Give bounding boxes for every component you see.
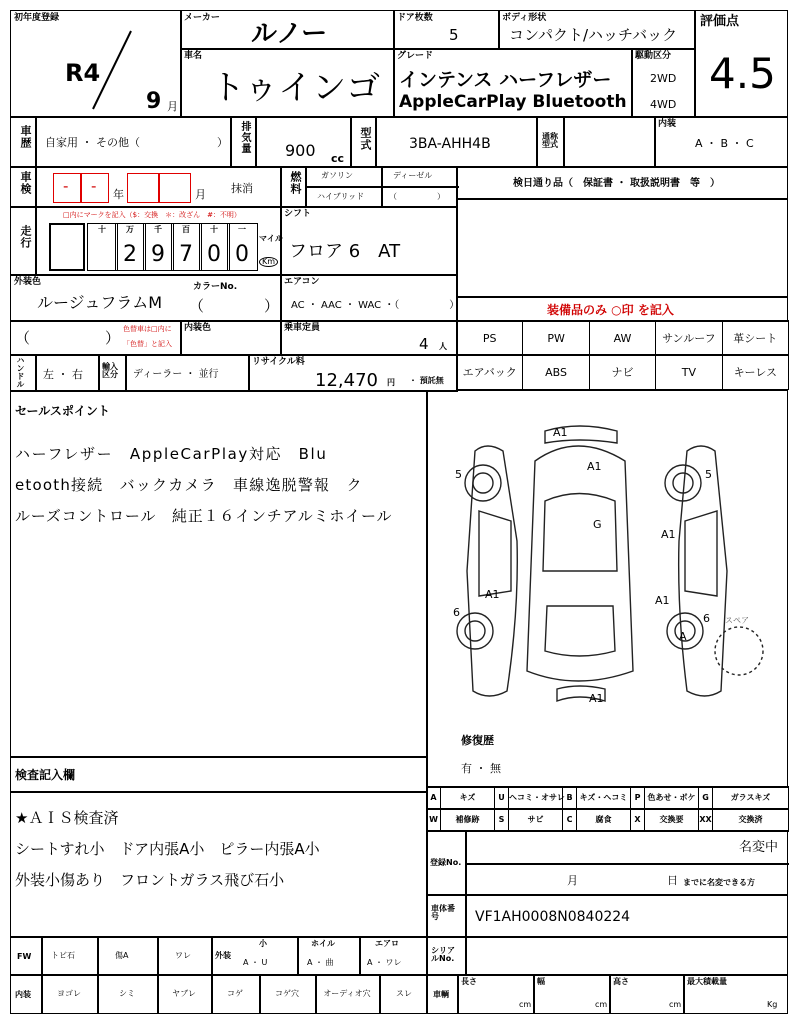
- dims-height: 高さ: [613, 977, 629, 986]
- repair-label: 修復歴: [461, 734, 494, 747]
- first-reg-month: 9: [146, 89, 162, 114]
- mileage-unit-label: 千: [154, 225, 162, 234]
- damage-mark-right-rear: A1: [655, 594, 670, 607]
- equipment-label: サンルーフ: [662, 332, 716, 345]
- damage-mark-left-door: A1: [485, 588, 500, 601]
- model-value: トゥインゴ: [211, 68, 381, 108]
- repair-value: 有 ・ 無: [461, 762, 501, 775]
- inspection-month-box-1: [127, 173, 159, 203]
- body-type-cell: [498, 10, 696, 50]
- shift-cell: [280, 206, 458, 276]
- documents-label: 検日通り品（ 保証書 ・ 取扱説明書 等 ）: [513, 178, 720, 189]
- inspection-notes-cell: [10, 756, 428, 938]
- mileage-unit-label: 万: [126, 225, 134, 234]
- legend-desc-text: 補修跡: [455, 815, 480, 824]
- common-type-cell: [536, 116, 656, 168]
- equipment-label: 革シート: [733, 332, 778, 345]
- tread-rear-left: 6: [453, 606, 460, 619]
- legend-desc-text: キズ・ヘコミ: [579, 793, 628, 802]
- legend-desc: [712, 786, 789, 810]
- equipment-label: キーレス: [733, 366, 778, 379]
- legend-desc-text: 色あせ・ボケ: [647, 793, 696, 802]
- doors-value: 5: [449, 26, 459, 44]
- legend-code-text: W: [429, 815, 438, 824]
- legend-desc-text: サビ: [527, 815, 544, 824]
- handle-cell: [10, 354, 100, 392]
- dims-length: 長さ: [461, 977, 477, 986]
- mileage-digit: 7: [179, 242, 193, 267]
- aircon-label: エアコン: [284, 277, 320, 287]
- legend-code-text: G: [702, 793, 709, 802]
- fw-row: [10, 936, 428, 976]
- legend-code: [698, 786, 713, 810]
- int-color-label: 内装色: [184, 323, 212, 333]
- mileage-unit-label: 十: [210, 225, 218, 234]
- serial-cell: [426, 936, 788, 976]
- registration-day: 日: [667, 874, 678, 887]
- equipment-label: エアバック: [462, 366, 517, 379]
- legend-desc: [644, 808, 699, 832]
- handle-value: 左 ・ 右: [43, 368, 83, 381]
- fw-item-2: 傷A: [115, 951, 129, 960]
- interior-item: ヤブレ: [172, 989, 196, 998]
- color-change-note-1: 色替車は□内に: [123, 325, 172, 333]
- model-code-value: 3BA-AHH4B: [409, 136, 491, 152]
- maker-value: ルノー: [251, 19, 328, 49]
- mileage-cell: [10, 206, 282, 276]
- legend-code: [426, 808, 441, 832]
- legend-desc-text: ガラスキズ: [730, 793, 771, 802]
- inspection-year-unit: 年: [113, 188, 124, 201]
- inspection-dash-2: -: [91, 177, 97, 195]
- mileage-digit: 0: [207, 242, 221, 267]
- drive-2wd: 2WD: [650, 72, 677, 85]
- legend-code-text: A: [430, 793, 437, 802]
- inspection-month-unit: 月: [195, 188, 206, 201]
- shift-value: フロア 6 AT: [289, 241, 401, 262]
- equipment-label: PS: [482, 332, 497, 345]
- dims-cell: [426, 974, 788, 1014]
- sales-points-line-2: etooth接続 バックカメラ 車線逸脱警報 ク: [15, 476, 363, 494]
- vin-value: VF1AH0008N0840224: [475, 909, 631, 925]
- grade-cell: [393, 48, 633, 118]
- doors-label: ドア枚数: [397, 13, 433, 23]
- ext-small: 小: [259, 939, 267, 948]
- shift-label: シフト: [284, 209, 312, 219]
- inspection-month-box-2: [159, 173, 191, 203]
- ext-color-label: 外装色: [14, 277, 42, 287]
- mileage-digit-box: [227, 223, 258, 271]
- fw-label: FW: [17, 952, 32, 961]
- legend-desc: [644, 786, 699, 810]
- capacity-label: 乗車定員: [284, 323, 321, 333]
- mileage-unit-label: 百: [182, 225, 190, 234]
- legend-code: [698, 808, 713, 832]
- body-type-value: コンパクト/ハッチバック: [509, 26, 678, 44]
- legend-desc: [576, 786, 631, 810]
- body-type-label: ボディ形状: [502, 13, 547, 23]
- legend-code: [630, 808, 645, 832]
- legend-code: [494, 786, 509, 810]
- damage-mark-rear-bumper: A1: [589, 692, 604, 705]
- inspection-label: 車検: [19, 171, 32, 195]
- inspection-notes-label: 検査記入欄: [15, 768, 76, 782]
- legend-desc: [576, 808, 631, 832]
- fuel-cell: [280, 166, 458, 208]
- equip-header: 装備品のみ ○印 を記入: [547, 303, 674, 317]
- common-type-label: 通称型式: [542, 132, 558, 149]
- dims-width-unit: cm: [595, 1000, 608, 1009]
- legend-code: [562, 786, 577, 810]
- maker-label: メーカー: [184, 13, 220, 23]
- legend-code: [630, 786, 645, 810]
- equip-header-cell: [456, 296, 788, 322]
- capacity-cell: [280, 320, 458, 356]
- ext-color-cell: [10, 274, 282, 322]
- mileage-digit-box: [115, 223, 146, 271]
- import-label: 輸入区分: [102, 362, 118, 379]
- mileage-digit-box: [199, 223, 230, 271]
- grade-label: グレード: [397, 51, 434, 61]
- legend-code-text: C: [566, 815, 573, 824]
- legend-code-text: P: [634, 793, 641, 802]
- handle-label: ハンドル: [16, 356, 25, 388]
- interior-item: コゲ: [227, 989, 243, 998]
- history-cell: [10, 116, 232, 168]
- sales-points-line-1: ハーフレザー AppleCarPlay対応 Blu: [15, 445, 328, 463]
- tread-front-right: 5: [705, 468, 712, 481]
- import-value: ディーラー ・ 並行: [133, 369, 219, 380]
- dims-height-unit: cm: [669, 1000, 682, 1009]
- equipment-label: ABS: [545, 366, 568, 379]
- color-no-value: （ ）: [189, 297, 280, 315]
- equipment-item: [589, 354, 656, 390]
- aero-label: エアロ: [375, 939, 399, 948]
- damage-mark-right-wheel: A: [679, 630, 687, 643]
- interior-item: シミ: [119, 989, 135, 998]
- sales-points-line-3: ルーズコントロール 純正１６インチアルミホイール: [15, 507, 393, 525]
- fuel-label: 燃料: [289, 171, 302, 195]
- displacement-label: 排気量: [239, 121, 250, 154]
- legend-code-text: U: [498, 793, 505, 802]
- car-diagram-cell: [426, 390, 788, 788]
- mileage-unit-label: 一: [238, 225, 246, 234]
- equipment-item: [722, 320, 789, 356]
- dims-maxload-unit: Kg: [767, 1000, 778, 1009]
- mileage-mile: マイル: [259, 234, 283, 243]
- maker-cell: [180, 10, 395, 50]
- color-no-label: カラーNo.: [193, 282, 238, 292]
- aircon-cell: [280, 274, 458, 322]
- equipment-item: [655, 320, 722, 356]
- fw-item-1: トビ石: [51, 951, 75, 960]
- equipment-label: TV: [681, 366, 696, 379]
- inspection-cell: [10, 166, 282, 208]
- displacement-value: 900: [285, 141, 316, 160]
- displacement-unit: cc: [331, 152, 345, 165]
- fuel-hybrid-paren: （ ）: [389, 192, 445, 201]
- interior-grade-cell: [654, 116, 788, 168]
- equipment-item: [655, 354, 722, 390]
- first-reg-month-unit: 月: [167, 100, 178, 113]
- grade-line1: インテンス ハーフレザー: [399, 69, 612, 91]
- interior-item: スレ: [396, 989, 412, 998]
- legend-code-text: S: [498, 815, 505, 824]
- legend-desc: [440, 786, 495, 810]
- color-change-note-2: 「色替」と記入: [123, 340, 172, 348]
- damage-mark-bumper-front: A1: [553, 426, 568, 439]
- color-change-paren: （ ）: [15, 329, 121, 347]
- score-value: 4.5: [709, 49, 776, 98]
- legend-desc: [712, 808, 789, 832]
- legend-code-text: X: [634, 815, 641, 824]
- model-label: 車名: [184, 51, 203, 61]
- equipment-label: ナビ: [611, 366, 634, 379]
- inspection-notes-line-3: 外装小傷あり フロントガラス飛び石小: [15, 871, 285, 889]
- equipment-item: [589, 320, 656, 356]
- tread-rear-right: 6: [703, 612, 710, 625]
- legend-code: [562, 808, 577, 832]
- fuel-gasoline: ガソリン: [321, 171, 353, 180]
- inspection-expired: 抹消: [231, 182, 253, 195]
- legend-desc-text: キズ: [459, 793, 476, 802]
- color-change-cell: [10, 320, 182, 356]
- model-code-label: 型式: [359, 127, 372, 151]
- legend-desc-text: 腐食: [595, 815, 612, 824]
- registration-month: 月: [567, 874, 578, 887]
- mileage-digit-box: [143, 223, 174, 271]
- equipment-item: [722, 354, 789, 390]
- doors-cell: [393, 10, 500, 50]
- legend-desc: [440, 808, 495, 832]
- mileage-digit: 9: [151, 242, 165, 267]
- drive-label: 駆動区分: [635, 51, 672, 61]
- vin-label: 車体番号: [431, 904, 455, 921]
- tread-front-left: 5: [455, 468, 462, 481]
- wheel-label: ホイル: [311, 939, 335, 948]
- history-options: 自家用 ・ その他（ ）: [45, 136, 228, 149]
- damage-mark-hood: A1: [587, 460, 602, 473]
- first-reg-era: R4: [65, 59, 101, 87]
- damage-mark-right-door: A1: [661, 528, 676, 541]
- ext-small-value: A ・ U: [243, 958, 268, 967]
- dims-length-unit: cm: [519, 1000, 532, 1009]
- sales-points-label: セールスポイント: [15, 404, 110, 418]
- equipment-item: [456, 354, 523, 390]
- mileage-note: □内にマークを記入（$：交換 ＊：改ざん #：不明）: [63, 211, 241, 219]
- registration-until: までに名変できる方: [683, 878, 755, 887]
- history-label: 車歴: [19, 125, 32, 149]
- legend-code-text: XX: [699, 815, 712, 824]
- legend-code: [426, 786, 441, 810]
- drive-4wd: 4WD: [650, 98, 677, 111]
- legend-desc-text: 交換要: [659, 815, 684, 824]
- int-color-cell: [180, 320, 282, 356]
- grade-line2: AppleCarPlay Bluetooth: [399, 92, 627, 112]
- dims-width: 幅: [537, 977, 545, 986]
- mileage-digit: 2: [123, 242, 137, 267]
- recycle-unit: 円: [387, 378, 395, 387]
- legend-code-text: B: [566, 793, 573, 802]
- first-reg-label: 初年度登録: [14, 13, 60, 23]
- recycle-deposit: ・ 預託無: [409, 376, 444, 385]
- model-code-cell: [350, 116, 538, 168]
- aero-value: A ・ ワレ: [367, 958, 402, 967]
- dims-label: 車輌: [433, 990, 449, 999]
- spare-label: スペア: [725, 616, 749, 625]
- mileage-label: 走行: [19, 225, 32, 249]
- interior-grade-label: 内装: [658, 119, 677, 129]
- equipment-item: [522, 354, 589, 390]
- mileage-km: Km: [259, 257, 278, 267]
- equipment-label: AW: [613, 332, 632, 345]
- legend-desc: [508, 808, 563, 832]
- import-cell: [98, 354, 250, 392]
- dims-maxload: 最大積載量: [687, 977, 727, 986]
- legend-desc: [508, 786, 563, 810]
- score-cell: [694, 10, 788, 118]
- interior-item: コゲ穴: [275, 989, 299, 998]
- capacity-unit: 人: [439, 342, 447, 351]
- wheel-value: A ・ 曲: [307, 958, 334, 967]
- capacity-value: 4: [419, 335, 429, 353]
- model-cell: [180, 48, 395, 118]
- documents-cell: [456, 166, 788, 200]
- inspection-dash-1: -: [63, 177, 69, 195]
- interior-row: [10, 974, 428, 1014]
- mileage-digit-box: [171, 223, 202, 271]
- sales-points-cell: [10, 390, 428, 758]
- fuel-hybrid: ハイブリッド: [317, 192, 365, 201]
- mileage-digit-box-0: [49, 223, 85, 271]
- fuel-diesel: ディーゼル: [393, 171, 433, 180]
- equipment-item: [522, 320, 589, 356]
- interior-item: ヨゴレ: [57, 989, 81, 998]
- serial-label: シリアルNo.: [431, 946, 455, 963]
- inspection-notes-line-1: ★ＡＩＳ検査済: [15, 809, 119, 827]
- equipment-label: PW: [547, 332, 565, 345]
- registration-label: 登録No.: [430, 858, 462, 867]
- legend-desc-text: 交換済: [738, 815, 763, 824]
- fw-item-3: ワレ: [175, 951, 191, 960]
- equipment-item: [456, 320, 523, 356]
- interior-grade-value: A ・ B ・ C: [695, 137, 754, 150]
- recycle-cell: [248, 354, 458, 392]
- legend-code: [494, 808, 509, 832]
- name-change: 名変中: [739, 840, 779, 855]
- car-diagram: [427, 391, 789, 731]
- mileage-digit-box: [87, 223, 118, 271]
- mileage-unit-label: 十: [98, 225, 106, 234]
- damage-mark-roof: G: [593, 518, 602, 531]
- score-label: 評価点: [700, 14, 740, 29]
- drive-cell: [631, 48, 696, 118]
- interior-item: オーディオ穴: [323, 989, 371, 998]
- legend-desc-text: ヘコミ・オサレ: [509, 793, 565, 802]
- interior-row-label: 内装: [15, 990, 31, 999]
- displacement-cell: [230, 116, 352, 168]
- ext-label: 外装: [215, 951, 231, 960]
- vin-cell: [426, 894, 788, 938]
- registration-cell: [426, 830, 788, 896]
- mileage-digit: 0: [235, 242, 249, 267]
- first-reg-cell: [10, 10, 182, 118]
- aircon-value: AC ・ AAC ・ WAC ・（ ）: [291, 300, 460, 311]
- recycle-value: 12,470: [315, 370, 378, 391]
- equipment-blank-cell: [456, 198, 788, 298]
- recycle-label: リサイクル料: [252, 357, 305, 367]
- inspection-notes-line-2: シートすれ小 ドア内張A小 ピラー内張A小: [15, 840, 320, 858]
- ext-color-value: ルージュフラムM: [37, 293, 163, 312]
